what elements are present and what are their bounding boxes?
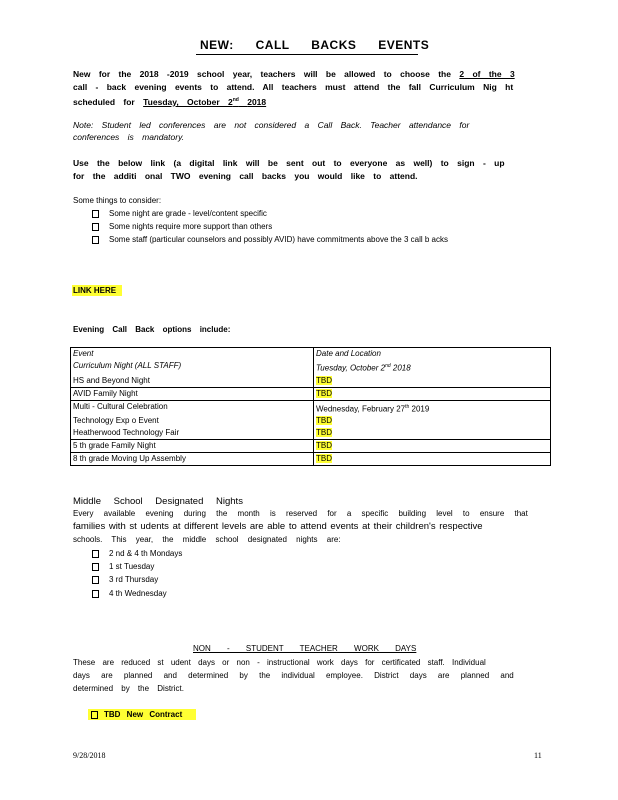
consider-item bbox=[92, 221, 522, 233]
title-underline bbox=[196, 54, 418, 55]
table-cell-event: Curriculum Night (ALL STAFF) bbox=[71, 360, 314, 375]
table-cell-event: Multi - Cultural Celebration bbox=[71, 400, 314, 415]
checkbox-icon bbox=[92, 590, 99, 598]
checkbox-icon bbox=[92, 563, 99, 571]
consider-item-text: Some nights require more support than others bbox=[109, 222, 273, 231]
intro-text-2: call - back evening events to attend. All teachers must attend the fall Curriculum Nig ht scheduled for bbox=[73, 82, 514, 107]
options-heading: Evening Call Back options include: bbox=[73, 325, 231, 334]
tbd-badge: TBD bbox=[316, 428, 332, 438]
date-sup: th bbox=[405, 403, 410, 410]
table-cell-date bbox=[314, 440, 551, 453]
table-cell-date bbox=[314, 375, 551, 388]
page-number: 11 bbox=[534, 751, 542, 760]
table-row bbox=[71, 387, 551, 400]
checkbox-icon bbox=[92, 210, 99, 218]
consider-item-text: Some staff (particular counselors and possibly AVID) have commitments above the 3 call b acks bbox=[109, 235, 448, 244]
table-row bbox=[71, 375, 551, 388]
intro-count: 2 of the 3 bbox=[459, 69, 515, 79]
night-item bbox=[92, 548, 182, 560]
table-row bbox=[71, 415, 551, 427]
date-sup: nd bbox=[385, 363, 391, 369]
tbd-badge: TBD bbox=[316, 441, 332, 451]
middle-school-line-3: schools. This year, the middle school designated nights are: bbox=[73, 535, 341, 544]
table-row bbox=[71, 427, 551, 440]
work-days-line-1: These are reduced st udent days or non - instructional work days for certificated staff. Individual bbox=[73, 658, 486, 667]
intro-date-year: 2018 bbox=[247, 96, 267, 107]
table-row bbox=[71, 360, 551, 375]
table-cell-event: Heatherwood Technology Fair bbox=[71, 427, 314, 440]
table-row bbox=[71, 400, 551, 415]
middle-school-line-2: families with st udents at different levels are able to attend events at their children's respective bbox=[73, 521, 483, 532]
checkbox-icon bbox=[92, 550, 99, 558]
footer-date: 9/28/2018 bbox=[73, 751, 106, 760]
intro-date-sup: nd bbox=[232, 97, 239, 103]
consider-item-text: Some night are grade - level/content specific bbox=[109, 209, 267, 218]
note-text: Note: Student led conferences are not considered a Call Back. Teacher attendance for conferences is mandatory. bbox=[73, 120, 470, 142]
tbd-badge: TBD bbox=[316, 388, 332, 398]
date-tail: 2019 bbox=[411, 404, 430, 414]
date-tail: 2018 bbox=[392, 363, 411, 373]
contract-text: TBD New Contract bbox=[104, 710, 183, 719]
consider-item bbox=[92, 234, 522, 246]
table-header-event: Event bbox=[71, 348, 314, 361]
checkbox-icon bbox=[91, 711, 98, 719]
table-cell-event: HS and Beyond Night bbox=[71, 375, 314, 388]
table-cell-date bbox=[314, 453, 551, 466]
consider-heading: Some things to consider: bbox=[73, 196, 162, 205]
link-instructions: Use the below link (a digital link will be sent out to everyone as well) to sign - up for the additi onal TWO evening call backs you would like to attend. bbox=[73, 158, 505, 181]
intro-text: New for the 2018 -2019 school year, teachers will be allowed to choose the bbox=[73, 69, 451, 79]
night-item-text: 1 st Tuesday bbox=[109, 562, 155, 571]
link-here[interactable]: LINK HERE bbox=[72, 285, 122, 296]
table-cell-event: 5 th grade Family Night bbox=[71, 440, 314, 453]
checkbox-icon bbox=[92, 236, 99, 244]
middle-school-heading: Middle School Designated Nights bbox=[73, 496, 243, 507]
night-item-text: 3 rd Thursday bbox=[109, 575, 159, 584]
page-title: NEW: CALL BACKS EVENTS bbox=[200, 38, 430, 52]
night-item bbox=[92, 574, 158, 586]
table-cell-date bbox=[314, 415, 551, 427]
events-table bbox=[70, 347, 551, 466]
consider-item bbox=[92, 208, 522, 220]
table-row bbox=[71, 453, 551, 466]
table-cell-event: 8 th grade Moving Up Assembly bbox=[71, 453, 314, 466]
intro-date-text: Tuesday, October 2 bbox=[143, 96, 233, 107]
table-cell-event: Technology Exp o Event bbox=[71, 415, 314, 427]
checkbox-icon bbox=[92, 576, 99, 584]
tbd-badge: TBD bbox=[316, 416, 332, 426]
table-cell-date bbox=[314, 400, 551, 415]
table-header-date: Date and Location bbox=[314, 348, 551, 361]
date-text: Tuesday, October 2 bbox=[316, 363, 386, 373]
work-days-heading: NON - STUDENT TEACHER WORK DAYS bbox=[193, 644, 417, 653]
table-row bbox=[71, 440, 551, 453]
middle-school-line-1: Every available evening during the month is reserved for a specific building level to ensure that bbox=[73, 509, 528, 518]
work-days-line-2: days are planned and determined by the individual employee. District days are planned and bbox=[73, 671, 514, 680]
date-text: Wednesday, February 27 bbox=[316, 404, 406, 414]
night-item-text: 2 nd & 4 th Mondays bbox=[109, 549, 183, 558]
night-item-text: 4 th Wednesday bbox=[109, 589, 167, 598]
intro-date bbox=[143, 97, 266, 107]
table-cell-event: AVID Family Night bbox=[71, 387, 314, 400]
table-cell-date bbox=[314, 387, 551, 400]
night-item bbox=[92, 561, 154, 573]
table-cell-date bbox=[314, 427, 551, 440]
contract-item bbox=[88, 709, 196, 720]
tbd-badge: TBD bbox=[316, 454, 332, 464]
work-days-line-3: determined by the District. bbox=[73, 684, 184, 693]
intro-paragraph bbox=[73, 68, 520, 109]
checkbox-icon bbox=[92, 223, 99, 231]
night-item bbox=[92, 588, 167, 600]
tbd-badge: TBD bbox=[316, 375, 332, 385]
table-cell-date bbox=[314, 360, 551, 375]
table-row bbox=[71, 348, 551, 361]
